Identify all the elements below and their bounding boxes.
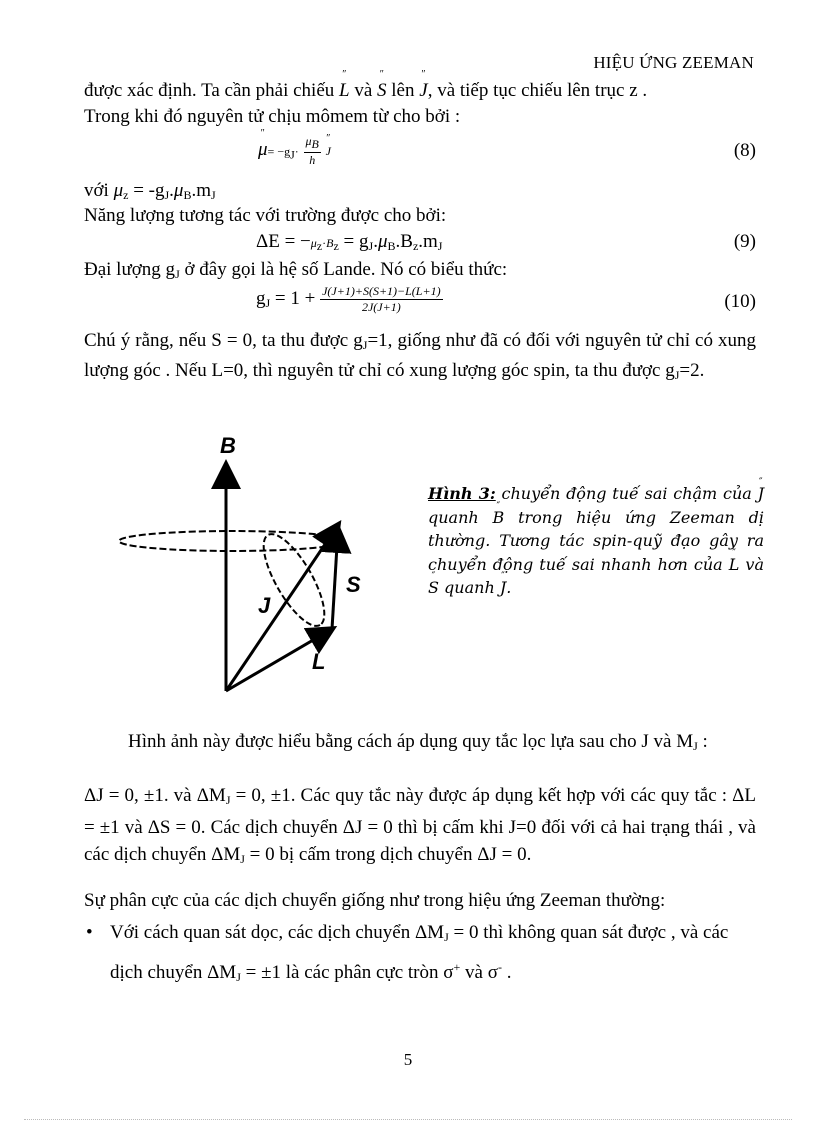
vector-s: ″ S xyxy=(377,80,387,102)
label-j: J xyxy=(258,593,271,618)
running-header: HIỆU ỨNG ZEEMAN xyxy=(593,53,754,72)
label-s: S xyxy=(346,572,361,597)
s-vector-arrow xyxy=(332,529,338,629)
note-paragraph: Chú ý rằng, nếu S = 0, ta thu được $g_J=1$, giống như đã có đối với nguyên tử chỉ có xung lượng góc . Nếu L=0, thì nguyên tử chỉ có xung lượng góc spin, ta thu được $g_J=2$. xyxy=(84,330,757,382)
page-number: 5 xyxy=(403,1050,413,1069)
selection-rules-body: ΔJ = 0, ±1. và $\Delta M_J = 0$, ±1. Các quy tắc này được áp dụng kết hợp với các quy tắc : ΔL = ±1 và ΔS = 0. Các dịch chuyển ΔJ = 0 thì bị cấm khi J=0 đối với cả hai trạng thái , và các dịch chuyển $\Delta M_J = 0$ bị cấm trong dịch chuyển ΔJ = 0. xyxy=(84,785,756,866)
energy-intro: Năng lượng tương tác với trường được cho bởi: xyxy=(84,205,447,226)
lande-fraction: $\frac{J(J+1)+S(S+1)-L(L+1)}{2J(J+1)}$ xyxy=(322,284,441,314)
lande-intro: Đại lượng $g_J$ ở đây gọi là hệ số Lande. Nó có biểu thức: xyxy=(84,259,508,281)
bullet-item: • Với cách quan sát dọc, các dịch chuyển $\Delta M_J = 0$ thì không quan sát được , và các dịch chuyển $\Delta M_J = \pm 1$ là các phân cực tròn σ+ và σ- . xyxy=(110,918,760,992)
selection-rules-intro: Hình ảnh này được hiểu bằng cách áp dụng quy tắc lọc lựa sau cho J và $M_J$ : xyxy=(128,731,708,753)
paragraph-1-line-1: được xác định. Ta cần phải chiếu ″ L và ″ S lên ″ J, và tiếp tục chiếu lên trục z . xyxy=(84,80,756,102)
bullet-dot: • xyxy=(86,922,93,943)
polarization-intro: Sự phân cực của các dịch chuyển giống như trong hiệu ứng Zeeman thường: xyxy=(84,890,666,911)
label-b: B xyxy=(220,433,236,458)
vector-l: ″ L xyxy=(339,80,350,102)
precession-ellipse xyxy=(119,531,345,551)
label-l: L xyxy=(312,649,326,674)
equation-8: ″ $\mu= -g_J\cdot$ $\frac{\mu B}{h}$ ″ J xyxy=(258,134,331,168)
figure-caption: Hình 3: chuyển động tuế sai chậm của ″ J quanh ″ B trong hiệu ứng Zeeman dị thường. Tương tác spin-quỹ đạo gây ra chuyển động tuế sai nhanh hơn của ″ L và ″ S quanh ″ J. xyxy=(428,482,764,600)
paragraph-1-line-2: Trong khi đó nguyên tử chịu mômem từ cho bởi : xyxy=(84,106,461,127)
equation-10: $g_J = 1$ + $\frac{J(J+1)+S(S+1)-L(L+1)}{2J(J+1)}$ xyxy=(256,284,441,314)
equation-9-number: (9) xyxy=(733,231,756,252)
equation-9: $\Delta E = -\mu_z\cdot B_z = g_J.\mu_B.B_z.m_J$ xyxy=(256,231,443,253)
equation-10-number: (10) xyxy=(724,291,756,312)
equation-8-number: (8) xyxy=(733,140,756,161)
fraction-mub-over-h: $\frac{\mu B}{h}$ xyxy=(305,134,319,167)
mu-z-relation: với $\mu_z = -g_J.\mu_B.m_J$ xyxy=(84,180,216,202)
footer-divider xyxy=(24,1119,792,1120)
vector-j: ″ J xyxy=(419,80,427,102)
precession-figure xyxy=(112,425,412,697)
